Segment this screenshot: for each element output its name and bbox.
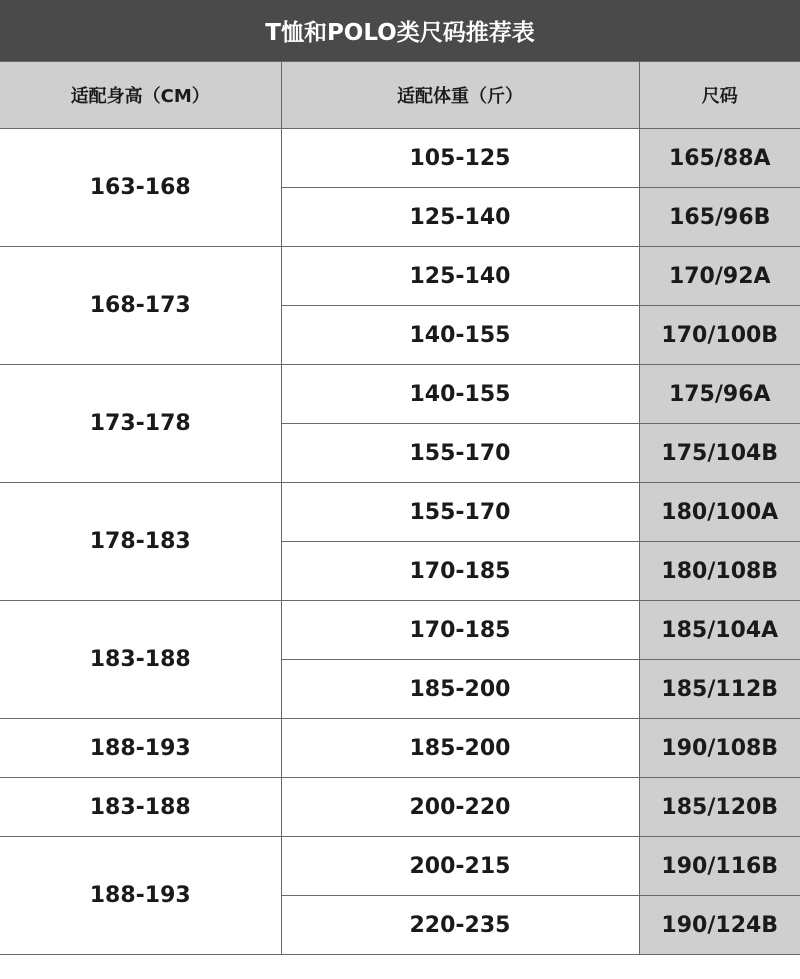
height-range-cell: 183-188 bbox=[0, 778, 281, 837]
table-row bbox=[0, 601, 800, 660]
table-row bbox=[0, 837, 800, 896]
table-row bbox=[0, 778, 800, 837]
header-height: 适配身高（CM） bbox=[0, 62, 281, 129]
size-cell: 180/100A bbox=[639, 483, 800, 542]
height-range-cell: 173-178 bbox=[0, 365, 281, 483]
weight-range-cell: 200-215 bbox=[281, 837, 639, 896]
height-range-cell: 183-188 bbox=[0, 601, 281, 719]
weight-range-cell: 140-155 bbox=[281, 306, 639, 365]
weight-range-cell: 125-140 bbox=[281, 247, 639, 306]
table-row bbox=[0, 247, 800, 306]
size-cell: 180/108B bbox=[639, 542, 800, 601]
size-cell: 175/96A bbox=[639, 365, 800, 424]
height-range-cell: 178-183 bbox=[0, 483, 281, 601]
table-row bbox=[0, 365, 800, 424]
height-range-cell: 168-173 bbox=[0, 247, 281, 365]
table-title: T恤和POLO类尺码推荐表 bbox=[0, 0, 800, 61]
header-row bbox=[0, 62, 800, 129]
weight-range-cell: 125-140 bbox=[281, 188, 639, 247]
size-cell: 185/120B bbox=[639, 778, 800, 837]
weight-range-cell: 185-200 bbox=[281, 660, 639, 719]
header-weight: 适配体重（斤） bbox=[281, 62, 639, 129]
weight-range-cell: 200-220 bbox=[281, 778, 639, 837]
weight-range-cell: 105-125 bbox=[281, 129, 639, 188]
table-row bbox=[0, 483, 800, 542]
weight-range-cell: 155-170 bbox=[281, 483, 639, 542]
size-cell: 165/96B bbox=[639, 188, 800, 247]
weight-range-cell: 185-200 bbox=[281, 719, 639, 778]
weight-range-cell: 155-170 bbox=[281, 424, 639, 483]
size-recommendation-table bbox=[0, 61, 800, 955]
size-cell: 170/100B bbox=[639, 306, 800, 365]
size-cell: 185/104A bbox=[639, 601, 800, 660]
weight-range-cell: 170-185 bbox=[281, 542, 639, 601]
size-cell: 190/124B bbox=[639, 896, 800, 955]
size-cell: 165/88A bbox=[639, 129, 800, 188]
height-range-cell: 188-193 bbox=[0, 837, 281, 955]
weight-range-cell: 170-185 bbox=[281, 601, 639, 660]
table-row bbox=[0, 129, 800, 188]
size-cell: 190/116B bbox=[639, 837, 800, 896]
size-cell: 190/108B bbox=[639, 719, 800, 778]
weight-range-cell: 220-235 bbox=[281, 896, 639, 955]
height-range-cell: 163-168 bbox=[0, 129, 281, 247]
height-range-cell: 188-193 bbox=[0, 719, 281, 778]
size-cell: 170/92A bbox=[639, 247, 800, 306]
weight-range-cell: 140-155 bbox=[281, 365, 639, 424]
table-row bbox=[0, 719, 800, 778]
header-size: 尺码 bbox=[639, 62, 800, 129]
size-cell: 185/112B bbox=[639, 660, 800, 719]
size-cell: 175/104B bbox=[639, 424, 800, 483]
